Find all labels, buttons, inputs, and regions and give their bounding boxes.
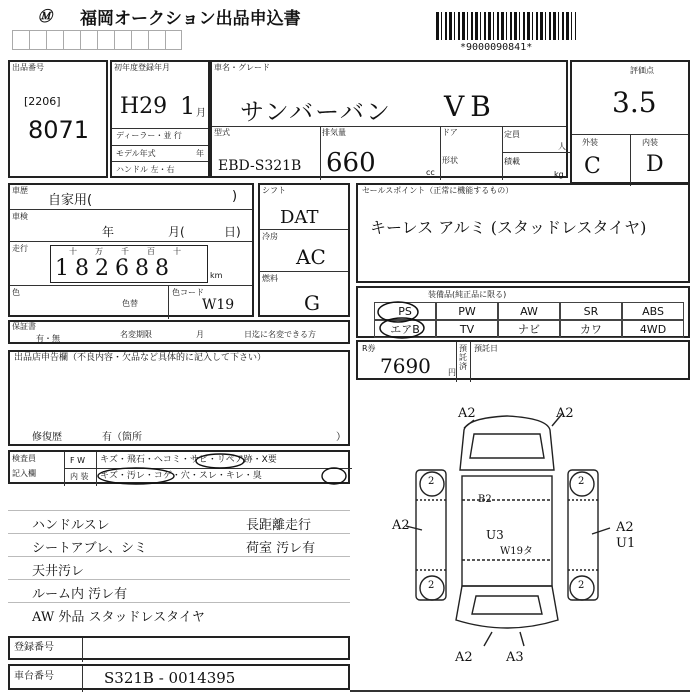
- displacement-label: 排気量: [322, 128, 346, 137]
- transfer-unit: 月: [196, 330, 204, 339]
- equip-navi: ナビ: [498, 320, 560, 338]
- inspector-box: [8, 450, 350, 484]
- damage-mark: W19タ: [500, 546, 534, 557]
- warranty-options: 有・無: [36, 334, 60, 343]
- exterior-value: C: [584, 154, 601, 179]
- barcode-text: *9000090841*: [460, 42, 533, 53]
- repair-close: ）: [336, 432, 346, 443]
- dealer-label: ディーラー・並 行: [116, 131, 182, 140]
- lot-number: 8071: [28, 116, 90, 144]
- km-unit: km: [210, 271, 223, 280]
- form-title: 福岡オークション出品申込書: [80, 9, 301, 29]
- shift-label: シフト: [262, 186, 286, 195]
- recycle-amount: 7690: [380, 354, 431, 378]
- registration-number-label: 登録番号: [14, 642, 54, 653]
- displacement-unit: cc: [426, 168, 435, 177]
- mileage-digit: 8: [135, 256, 155, 281]
- transfer-label: 名変期限: [120, 330, 152, 339]
- inspection-year: 年: [102, 225, 115, 239]
- color-change-label: 色替: [122, 299, 138, 308]
- equip-tv: TV: [436, 320, 498, 338]
- unit-header: 千: [121, 247, 129, 256]
- recycle-box: [356, 340, 690, 380]
- mileage-digit: 8: [155, 256, 175, 281]
- unit-header: 百: [147, 247, 155, 256]
- damage-mark: A2: [455, 650, 473, 665]
- vehicle-info-box: [8, 183, 254, 317]
- aircon-label: 冷房: [262, 232, 278, 241]
- tire-mark: 2: [578, 476, 585, 487]
- usage-close: ): [232, 189, 238, 204]
- recycle-label: R券: [362, 344, 376, 353]
- grade-box: [570, 60, 690, 184]
- damage-mark: A2: [556, 406, 574, 421]
- damage-mark: A3: [506, 650, 524, 665]
- damage-mark: A2: [458, 406, 476, 421]
- selling-points-value: キーレス アルミ (スタッドレスタイヤ): [370, 218, 647, 237]
- repair-label: 修復歴: [32, 432, 62, 443]
- registration-box: [110, 60, 210, 178]
- interior-label: 内装: [642, 138, 658, 147]
- shape-label: 形状: [442, 156, 458, 165]
- unit-header: 十: [69, 247, 77, 256]
- interior-value: D: [646, 152, 664, 177]
- declaration-box: [8, 350, 350, 446]
- model-value: EBD-S321B: [218, 158, 302, 174]
- mileage-digit: 6: [115, 256, 135, 281]
- mileage-digits: [50, 245, 208, 283]
- bottom-rule: [350, 690, 690, 692]
- selling-points-label: セールスポイント（正常に機能するもの）: [362, 186, 514, 195]
- exterior-label: 外装: [582, 138, 598, 147]
- car-name-value: サンバーバン: [240, 98, 392, 126]
- tire-mark: 2: [428, 580, 435, 591]
- registration-year: H29: [120, 94, 168, 119]
- declaration-label: 出品店申告欄（不良内容・欠品など具体的に記入して下さい）: [14, 353, 267, 363]
- mileage-digit: 1: [55, 256, 75, 281]
- damage-mark: A2: [392, 518, 410, 533]
- mileage-digit: 8: [75, 256, 95, 281]
- interior-label: 内 装: [70, 472, 89, 481]
- mileage-digit: 2: [95, 256, 115, 281]
- mileage-label: 走行: [12, 244, 28, 253]
- equip-ps: PS: [374, 302, 436, 320]
- equip-aw: AW: [498, 302, 560, 320]
- handle-label: ハンドル 左・右: [116, 165, 175, 174]
- color-label: 色: [12, 288, 20, 297]
- equipment-box: [356, 286, 690, 338]
- doors-label: ドア: [442, 128, 458, 137]
- warranty-label: 保証書: [12, 322, 36, 331]
- chassis-box: [8, 664, 350, 690]
- model-label: 型式: [214, 128, 230, 137]
- capacity-label: 定員: [504, 130, 520, 139]
- warranty-box: [8, 320, 350, 344]
- note-line: シートアブレ、シミ: [32, 541, 148, 556]
- car-name-label: 車名・グレード: [214, 63, 270, 72]
- note-line: 天井汚レ: [32, 564, 85, 579]
- chassis-label: 車台番号: [14, 671, 54, 682]
- inspector-row1: キズ・飛石・ヘコミ・サビ・リペア跡・X要: [100, 455, 277, 465]
- inspection-month: 月(: [168, 225, 185, 239]
- usage-value: 自家用(: [48, 193, 93, 208]
- recycle-status: 預託済: [459, 344, 467, 371]
- usage-label: 車歴: [12, 186, 28, 195]
- damage-mark: U1: [616, 536, 636, 551]
- registration-label: 初年度登録年月: [114, 63, 170, 72]
- inspector-row2: キズ・汚レ・コゲ・穴・スレ・キレ・臭: [100, 471, 262, 481]
- equip-4wd: 4WD: [622, 320, 684, 338]
- car-diagram: [392, 400, 622, 650]
- inspector-label-bottom: 記入欄: [12, 469, 36, 478]
- repair-value: 有（箇所: [102, 432, 142, 443]
- recycle-unit: 円: [448, 368, 456, 377]
- tire-mark: 2: [428, 476, 435, 487]
- note-line-right: 荷室 汚レ有: [246, 541, 316, 556]
- lot-label: 出品番号: [12, 63, 44, 72]
- chassis-value: S321B - 0014395: [104, 669, 236, 687]
- displacement-value: 660: [326, 148, 376, 178]
- grade-label: 評価点: [630, 66, 654, 75]
- circle-mark-icon: [368, 298, 442, 340]
- logo-icon: Ⓜ: [38, 9, 52, 25]
- damage-mark: A2: [616, 520, 634, 535]
- recycle-date-label: 預託日: [474, 344, 498, 353]
- car-grade-value: VB: [444, 90, 497, 123]
- equip-abs: ABS: [622, 302, 684, 320]
- inspection-day: 日): [224, 225, 241, 239]
- lot-box: [8, 60, 108, 178]
- unit-header: 万: [95, 247, 103, 256]
- fuel-label: 燃料: [262, 274, 278, 283]
- color-code-value: W19: [202, 297, 235, 313]
- grade-value: 3.5: [612, 86, 657, 119]
- transfer-note: 日迄に名変できる方: [244, 330, 316, 339]
- inspection-label: 車検: [12, 212, 28, 221]
- lot-sub-number: [2206]: [24, 95, 61, 108]
- damage-mark: B2: [478, 494, 492, 505]
- load-label: 積載: [504, 157, 520, 166]
- capacity-unit: 人: [558, 142, 566, 151]
- car-name-box: [210, 60, 568, 178]
- unit-header: 十: [173, 247, 181, 256]
- equip-airbag: エアB: [374, 320, 436, 338]
- model-year-unit: 年: [196, 149, 204, 158]
- tire-mark: 2: [578, 580, 585, 591]
- registration-number-box: [8, 636, 350, 660]
- model-year-label: モデル年式: [116, 149, 156, 158]
- equip-sr: SR: [560, 302, 622, 320]
- registration-month: 1: [180, 92, 196, 120]
- selling-points-box: [356, 183, 690, 283]
- equip-leather: カワ: [560, 320, 622, 338]
- fuel-value: G: [304, 291, 320, 315]
- inspector-label-top: 検査員: [12, 454, 36, 463]
- circle-mark-icon: [190, 452, 250, 470]
- barcode: [436, 12, 576, 40]
- note-line-right: 長距離走行: [246, 518, 312, 533]
- note-line: ハンドルスレ: [32, 518, 110, 533]
- note-line: AW 外品 スタッドレスタイヤ: [32, 610, 205, 625]
- blank-grid: [12, 30, 182, 50]
- equip-pw: PW: [436, 302, 498, 320]
- shift-value: DAT: [280, 207, 319, 228]
- color-code-label: 色コード: [172, 288, 204, 297]
- aircon-value: AC: [296, 245, 326, 269]
- shift-box: [258, 183, 350, 317]
- month-unit: 月: [196, 108, 206, 119]
- damage-mark: U3: [486, 528, 504, 542]
- fw-label: F W: [70, 456, 86, 465]
- load-unit: kg: [554, 170, 564, 179]
- equipment-label: 装備品(純正品に限る): [428, 290, 507, 299]
- note-line: ルーム内 汚レ有: [32, 587, 128, 602]
